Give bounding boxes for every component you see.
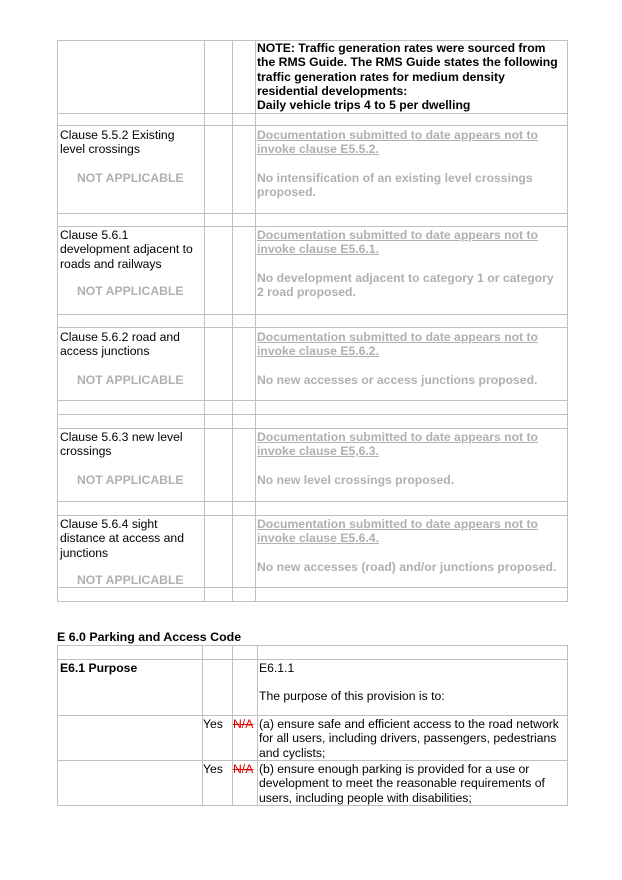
clause-label: Clause 5.6.3 new level crossings NOT APPLICABLE [58, 429, 205, 502]
status-badge: NOT APPLICABLE [77, 283, 184, 298]
table-row [58, 761, 568, 806]
spacer-row [58, 315, 568, 328]
assessment-table-e5 [57, 40, 568, 602]
clause-assessment: Documentation submitted to date appears not to invoke clause E5,6.3. No new level crossings proposed. [256, 429, 568, 502]
clause-label: Clause 5.6.4 sight distance at access and junctions NOT APPLICABLE [58, 516, 205, 588]
traffic-note: NOTE: Traffic generation rates were sourced from the RMS Guide. The RMS Guide states the following traffic generation rates for medium density residential developments: Daily vehicle trips 4 to 5 per dwelling [256, 41, 568, 114]
table-row [58, 227, 568, 315]
yes-label: Yes [203, 716, 233, 761]
status-badge: NOT APPLICABLE [77, 472, 184, 487]
table-row [58, 429, 568, 502]
table-row [58, 716, 568, 761]
table-row [58, 660, 568, 716]
status-badge: NOT APPLICABLE [77, 170, 184, 185]
na-label: N/A [233, 761, 258, 806]
spacer-row [58, 646, 568, 660]
purpose-item: (b) ensure enough parking is provided for a use or development to meet the reasonable requirements of users, including people with disabilities; [258, 761, 568, 806]
clause-assessment: Documentation submitted to date appears not to invoke clause E5.5.2. No intensification of an existing level crossings proposed. [256, 126, 568, 214]
status-badge: NOT APPLICABLE [77, 372, 184, 387]
spacer-row [58, 114, 568, 126]
status-badge: NOT APPLICABLE [77, 572, 184, 587]
assessment-table-e6 [57, 645, 568, 806]
clause-assessment: Documentation submitted to date appears not to invoke clause E5.6.2. No new accesses or access junctions proposed. [256, 328, 568, 401]
na-label: N/A [233, 716, 258, 761]
spacer-row [58, 401, 568, 415]
purpose-item: (a) ensure safe and efficient access to the road network for all users, including drivers, passengers, pedestrians and cyclists; [258, 716, 568, 761]
table-row [58, 41, 568, 114]
spacer-row [58, 502, 568, 516]
yes-label: Yes [203, 761, 233, 806]
table-row [58, 126, 568, 214]
section-heading: E 6.0 Parking and Access Code [57, 630, 242, 644]
spacer-row [58, 214, 568, 227]
table-row [58, 328, 568, 401]
clause-label: Clause 5.5.2 Existing level crossings NOT APPLICABLE [58, 126, 205, 214]
clause-label: Clause 5.6.1 development adjacent to roads and railways NOT APPLICABLE [58, 227, 205, 315]
spacer-row [58, 415, 568, 429]
clause-assessment: Documentation submitted to date appears not to invoke clause E5.6.4. No new accesses (road) and/or junctions proposed. [256, 516, 568, 588]
clause-assessment: Documentation submitted to date appears not to invoke clause E5.6.1. No development adjacent to category 1 or category 2 road proposed. [256, 227, 568, 315]
purpose-intro: E6.1.1 The purpose of this provision is to: [258, 660, 568, 716]
clause-label: Clause 5.6.2 road and access junctions NOT APPLICABLE [58, 328, 205, 401]
table-row [58, 516, 568, 588]
spacer-row [58, 588, 568, 602]
purpose-label: E6.1 Purpose [58, 660, 203, 716]
